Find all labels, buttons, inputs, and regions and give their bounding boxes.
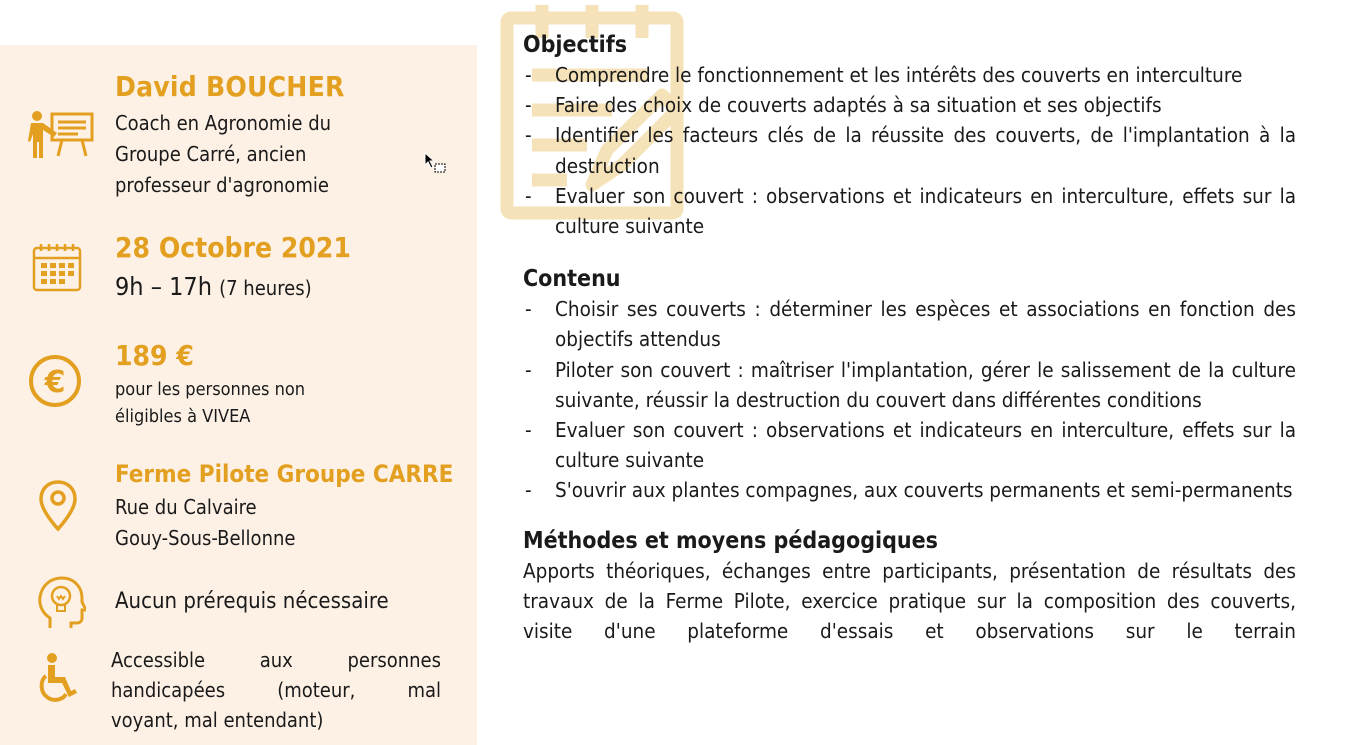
accessibility-line-1: Accessible aux personnes	[111, 648, 441, 672]
prerequisites-text: Aucun prérequis nécessaire	[115, 589, 389, 614]
accessibility-line-3: voyant, mal entendant)	[111, 708, 324, 732]
location-city: Gouy-Sous-Bellonne	[115, 526, 296, 550]
objectives-list	[523, 60, 1296, 241]
list-item: - Identifier les facteurs clés de la réussite des couverts, de l'implantation à la destruction	[523, 120, 1296, 180]
accessibility-text	[111, 645, 441, 735]
euro-icon	[28, 354, 82, 408]
list-item: - Comprendre le fonctionnement et les intérêts des couverts en interculture	[523, 60, 1296, 90]
hours-range: 9h – 17h	[115, 272, 212, 301]
location-address	[115, 492, 295, 554]
trainer-role: Coach en Agronomie du Groupe Carré, ancien professeur d'agronomie	[115, 111, 332, 197]
mouse-cursor-icon	[424, 152, 448, 180]
list-item: - Evaluer son couvert : observations et indicateurs en interculture, effets sur la culture suivante	[523, 181, 1296, 241]
list-item: - S'ouvrir aux plantes compagnes, aux couverts permanents et semi-permanents	[523, 475, 1296, 505]
training-date: 28 Octobre 2021	[115, 231, 351, 264]
price-amount: 189 €	[115, 339, 194, 372]
objectives-heading: Objectifs	[523, 32, 628, 58]
calendar-icon	[32, 241, 84, 293]
teacher-board-icon	[28, 110, 96, 160]
list-item: - Faire des choix de couverts adaptés à sa situation et ses objectifs	[523, 90, 1296, 120]
methods-heading: Méthodes et moyens pédagogiques	[523, 527, 938, 554]
list-item: - Evaluer son couvert : observations et indicateurs en interculture, effets sur la culture suivante	[523, 415, 1296, 475]
location-name: Ferme Pilote Groupe CARRE	[115, 460, 454, 488]
hours-duration: (7 heures)	[219, 276, 312, 300]
svg-text:€: €	[44, 365, 66, 400]
list-item: - Choisir ses couverts : déterminer les espèces et associations en fonction des objectifs attendus	[523, 294, 1296, 354]
trainer-name: David BOUCHER	[115, 70, 345, 103]
head-lightbulb-icon	[36, 575, 86, 631]
content-list	[523, 294, 1296, 505]
methods-text: Apports théoriques, échanges entre participants, présentation de résultats des travaux de la Ferme Pilote, exercice pratique sur la composition des couverts, visite d'une plateforme d'essais et observations sur le terrain	[523, 558, 1296, 644]
location-pin-icon	[38, 479, 78, 533]
price-note: pour les personnes non éligibles à VIVEA	[115, 379, 306, 427]
main-content	[523, 30, 1296, 646]
location-street: Rue du Calvaire	[115, 495, 257, 519]
list-item: - Piloter son couvert : maîtriser l'implantation, gérer le salissement de la culture suivante, réussir la destruction du couvert dans différentes conditions	[523, 355, 1296, 415]
training-hours	[115, 272, 312, 301]
wheelchair-icon	[39, 652, 81, 704]
content-heading: Contenu	[523, 266, 621, 293]
accessibility-line-2: handicapées (moteur, mal	[111, 678, 441, 702]
